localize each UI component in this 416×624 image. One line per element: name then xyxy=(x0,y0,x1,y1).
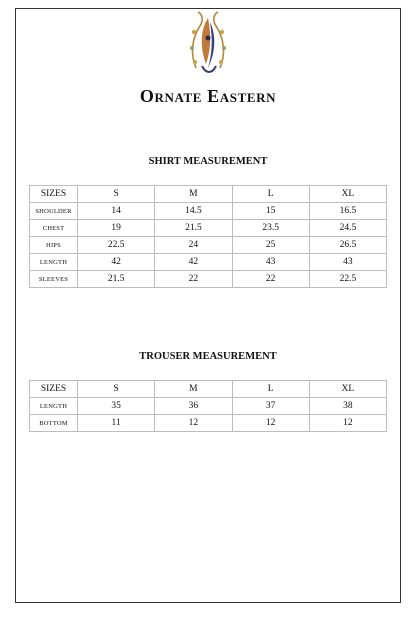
header-cell: L xyxy=(232,186,309,203)
table-cell: 21.5 xyxy=(155,220,232,237)
table-row xyxy=(30,220,387,237)
header-cell: S xyxy=(78,186,155,203)
row-label: LENGTH xyxy=(30,398,78,415)
row-label: BOTTOM xyxy=(30,415,78,432)
table-cell: 12 xyxy=(309,415,386,432)
table-cell: 38 xyxy=(309,398,386,415)
table-row xyxy=(30,271,387,288)
table-cell: 26.5 xyxy=(309,237,386,254)
table-cell: 16.5 xyxy=(309,203,386,220)
header-cell: M xyxy=(155,381,232,398)
table-header-row xyxy=(30,186,387,203)
table-cell: 12 xyxy=(232,415,309,432)
header-cell: L xyxy=(232,381,309,398)
table-cell: 35 xyxy=(78,398,155,415)
row-label: HIPS xyxy=(30,237,78,254)
table-cell: 14 xyxy=(78,203,155,220)
header-cell: SIZES xyxy=(30,381,78,398)
header-cell: SIZES xyxy=(30,186,78,203)
table-cell: 24.5 xyxy=(309,220,386,237)
header-cell: XL xyxy=(309,186,386,203)
table-cell: 14.5 xyxy=(155,203,232,220)
header-cell: S xyxy=(78,381,155,398)
table-cell: 25 xyxy=(232,237,309,254)
header-cell: M xyxy=(155,186,232,203)
row-label: LENGTH xyxy=(30,254,78,271)
table-row xyxy=(30,237,387,254)
table-cell: 23.5 xyxy=(232,220,309,237)
table-row xyxy=(30,254,387,271)
row-label: CHEST xyxy=(30,220,78,237)
table-cell: 22.5 xyxy=(309,271,386,288)
table-cell: 11 xyxy=(78,415,155,432)
table-row xyxy=(30,415,387,432)
table-cell: 43 xyxy=(309,254,386,271)
table-row xyxy=(30,398,387,415)
table-cell: 19 xyxy=(78,220,155,237)
table-header-row xyxy=(30,381,387,398)
table-cell: 15 xyxy=(232,203,309,220)
table-cell: 22 xyxy=(232,271,309,288)
table-cell: 22 xyxy=(155,271,232,288)
table-cell: 12 xyxy=(155,415,232,432)
row-label: SHOULDER xyxy=(30,203,78,220)
table-cell: 22.5 xyxy=(78,237,155,254)
row-label: SLEEVES xyxy=(30,271,78,288)
table-cell: 21.5 xyxy=(78,271,155,288)
table-cell: 43 xyxy=(232,254,309,271)
table-cell: 24 xyxy=(155,237,232,254)
brand-logo-icon xyxy=(186,8,230,80)
shirt-section-title: SHIRT MEASUREMENT xyxy=(148,156,268,167)
brand-name: Ornate Eastern xyxy=(139,86,277,106)
table-cell: 37 xyxy=(232,398,309,415)
shirt-measurement-table xyxy=(29,185,387,288)
header-cell: XL xyxy=(309,381,386,398)
trouser-section-title: TROUSER MEASUREMENT xyxy=(139,351,277,362)
trouser-measurement-table xyxy=(29,380,387,432)
table-cell: 36 xyxy=(155,398,232,415)
table-cell: 42 xyxy=(78,254,155,271)
table-cell: 42 xyxy=(155,254,232,271)
table-row xyxy=(30,203,387,220)
